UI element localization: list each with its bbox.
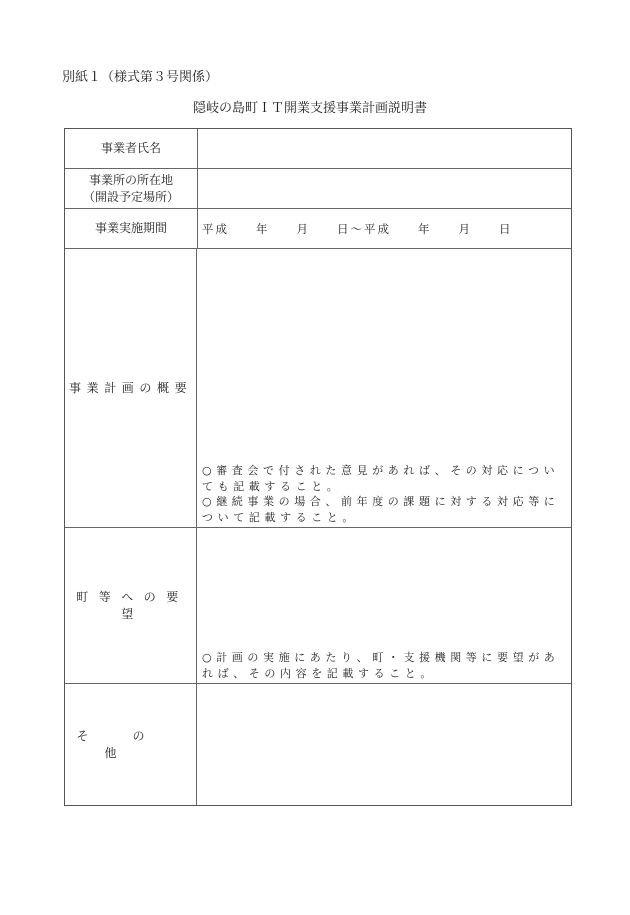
label-period: 事業実施期間 <box>65 209 198 248</box>
row-other <box>65 684 571 805</box>
requests-notes <box>202 650 565 681</box>
label-other: その他 <box>65 684 197 805</box>
row-plan-overview <box>65 249 571 528</box>
field-plan-overview[interactable] <box>198 249 571 527</box>
plan-form-table <box>64 128 572 806</box>
note-continuing-project: ○継続事業の場合、前年度の課題に対する対応等について記載すること。 <box>202 495 560 524</box>
note-review-comments: ○審査会で付された意見があれば、その対応についても記載すること。 <box>202 464 560 493</box>
label-applicant-name: 事業者氏名 <box>65 129 198 168</box>
label-requests: 町等への要望 <box>65 528 197 683</box>
plan-overview-notes <box>202 463 565 525</box>
field-location[interactable] <box>198 169 571 208</box>
attachment-label: 別紙１（様式第３号関係） <box>62 70 219 85</box>
row-requests <box>65 528 571 684</box>
label-location-line2: （開設予定場所） <box>82 189 179 204</box>
row-period <box>65 209 571 249</box>
field-applicant-name[interactable] <box>198 129 571 168</box>
row-location <box>65 169 571 209</box>
document-title: 隠岐の島町ＩＴ開業支援事業計画説明書 <box>193 101 428 116</box>
field-other[interactable] <box>198 684 571 805</box>
field-period[interactable]: 平成 年 月 日～平成 年 月 日 <box>202 221 513 236</box>
label-plan-overview: 事業計画の概要 <box>65 249 197 527</box>
note-requests: ○計画の実施にあたり、町・支援機関等に要望があれば、その内容を記載すること。 <box>202 651 560 680</box>
label-location-line1: 事業所の所在地 <box>88 172 173 187</box>
field-requests[interactable] <box>198 528 571 683</box>
label-location <box>65 169 198 208</box>
row-applicant-name <box>65 129 571 169</box>
